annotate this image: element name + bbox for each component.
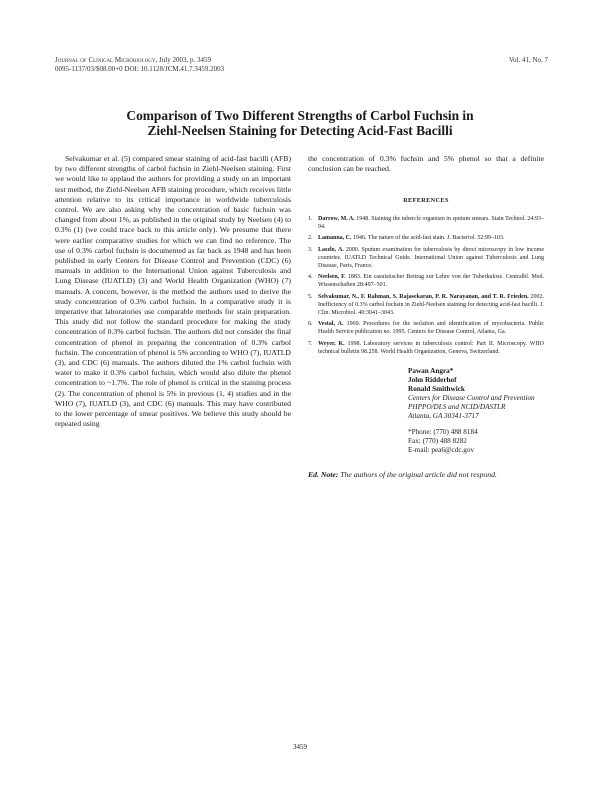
editor-note-text: The authors of the original article did not respond.	[338, 469, 497, 479]
reference-number: 7.	[308, 340, 313, 347]
author-name: Ronald Smithwick	[408, 384, 465, 393]
body-continuation: the concentration of 0.3% fuchsin and 5% phenol so that a definite conclusion can be reached.	[308, 154, 544, 174]
reference-item	[308, 234, 544, 242]
reference-item	[308, 293, 544, 317]
editor-note	[308, 470, 544, 480]
phone-number: *Phone: (770) 488 8184	[408, 427, 478, 436]
reference-text: 2000. Sputum examination for tuberculosis by direct microscopy in low income countries. IUATLD Technical Guide. International Union against Tuberculosis and Lung Disease, Paris, France.	[318, 246, 544, 269]
article-title	[60, 108, 540, 138]
email-address: E-mail: pea6@cdc.gov	[408, 445, 475, 454]
reference-author: Neelsen, F.	[318, 274, 346, 281]
reference-author: Vestal, A.	[318, 321, 344, 328]
author-signature	[308, 367, 544, 421]
reference-author: Darrow, M. A.	[318, 215, 355, 222]
reference-number: 1.	[308, 215, 313, 222]
reference-item	[308, 273, 544, 289]
running-header	[55, 56, 385, 74]
author-name: Pawan Angra*	[408, 366, 454, 375]
editor-note-label: Ed. Note:	[308, 469, 339, 479]
page-number: 3459	[293, 743, 307, 751]
right-column	[308, 154, 544, 480]
reference-text: 1998. Laboratory services in tuberculosis control: Part II. Microscopy. WHO technical bulletin 98.258. World Health Organization, Geneva, Switzerland.	[318, 340, 544, 355]
volume-info: Vol. 41, No. 7	[508, 56, 548, 64]
reference-author: Selvakumar, N., F. Rahman, S. Rajasekaran, P. R. Narayanan, and T. R. Frieden.	[318, 293, 529, 300]
title-line-1: Comparison of Two Different Strengths of Carbol Fuchsin in	[126, 108, 474, 123]
reference-author: Laszlo, A.	[318, 246, 344, 253]
reference-number: 5.	[308, 293, 313, 300]
references-list	[308, 215, 544, 356]
left-column	[55, 154, 291, 429]
reference-item	[308, 215, 544, 231]
author-affiliation: Centers for Disease Control and Prevention	[408, 393, 535, 402]
reference-text: 1948. Staining the tubercle organism in sputum smears. Stain Technol. 24:93–94.	[318, 215, 544, 230]
author-affiliation: PHPPO/DLS and NCID/DASTLR	[408, 402, 506, 411]
contact-info	[308, 428, 544, 455]
reference-text: 1969. Procedures for the isolation and identification of mycobacteria. Public Health Service publication no. 1995. Centers for Disease Control, Atlanta, Ga.	[318, 321, 545, 336]
reference-text: 1946. The nature of the acid-fast stain. J. Bacteriol. 52:99–103.	[351, 235, 505, 242]
body-paragraph: Selvakumar et al. (5) compared smear staining of acid-fast bacilli (AFB) by two different strengths of carbol fuchsin in Ziehl-Neelsen staining. First we would like to applaud the authors for providing a study on an important test method, the Ziehl-Neelsen AFB staining procedure, which receives little attention relative to its critical importance in worldwide tuberculosis control. We are also asking why the concentration of basic fuchsin was changed from about 1%, as published in the original study by Neelsen (4) to 0.3% (1) (we could trace back to this article only). We presume that there were earlier comparative studies for which we can find no reference. The use of 0.3% carbol fuchsin is documented as far back as 1948 and has been published in early Centers for Disease Control and Prevention (CDC) (6) manuals in addition to the International Union against Tuberculosis and Lung Disease (IUATLD) (3) and World Health Organization (WHO) (7) manuals. A concern, however, is the method the authors used to derive the study concentration of 0.3% carbol fuchsin. In a comparative study it is imperative that laboratories use comparable methods for stain preparation. This study did not follow the standard procedure for making the study concentration of 0.3% carbol fuchsin. The authors did not consider the final concentration of phenol in preparing the concentration of 0.3% carbol fuchsin. The concentration of phenol is 5% according to WHO (7), IUATLD (3), and CDC (6) manuals. The authors diluted the 1% carbol fuchsin with water to make it 0.3% carbol fuchsin, which would also dilute the phenol concentration to ~1.7%. The role of phenol is critical in the staining process (2). The concentration of phenol is 5% in previous (1, 4) studies and in the WHO (7), IUATLD (3), and CDC (6) manuals. This may have contributed to the lower percentage of smear positives. We believe this study should be repeated using	[55, 154, 291, 429]
reference-item	[308, 340, 544, 356]
reference-author: Lamanna, C.	[318, 235, 352, 242]
reference-number: 3.	[308, 246, 313, 253]
author-affiliation: Atlanta, GA 30341-3717	[408, 411, 479, 420]
fax-number: Fax: (770) 488 8282	[408, 436, 467, 445]
reference-text: 1883. Ein casuistischer Beitrag zur Lehre von der Tuberkulose. Centralbl. Med. Wissenschaften 28:497–501.	[318, 274, 544, 289]
reference-number: 2.	[308, 235, 313, 242]
journal-citation	[55, 56, 385, 65]
reference-number: 4.	[308, 274, 313, 281]
article-identifiers: 0095-1137/03/$08.00+0 DOI: 10.1128/JCM.41.7.3459.2003	[55, 65, 225, 73]
title-line-2: Ziehl-Neelsen Staining for Detecting Acid-Fast Bacilli	[147, 123, 453, 138]
reference-author: Weyer, K.	[318, 340, 345, 347]
reference-text: 2002. Inefficiency of 0.3% carbol fuchsin in Ziehl-Neelsen staining for detecting acid-fast bacilli. J. Clin. Microbiol. 40:3041–3043.	[318, 293, 544, 316]
references-heading: REFERENCES	[403, 197, 449, 205]
journal-name: Journal of Clinical Microbiology	[55, 56, 156, 64]
author-name: John Ridderhof	[408, 375, 457, 384]
reference-number: 6.	[308, 321, 313, 328]
reference-item	[308, 320, 544, 336]
reference-item	[308, 246, 544, 270]
journal-issue: , July 2003, p. 3459	[155, 56, 211, 64]
